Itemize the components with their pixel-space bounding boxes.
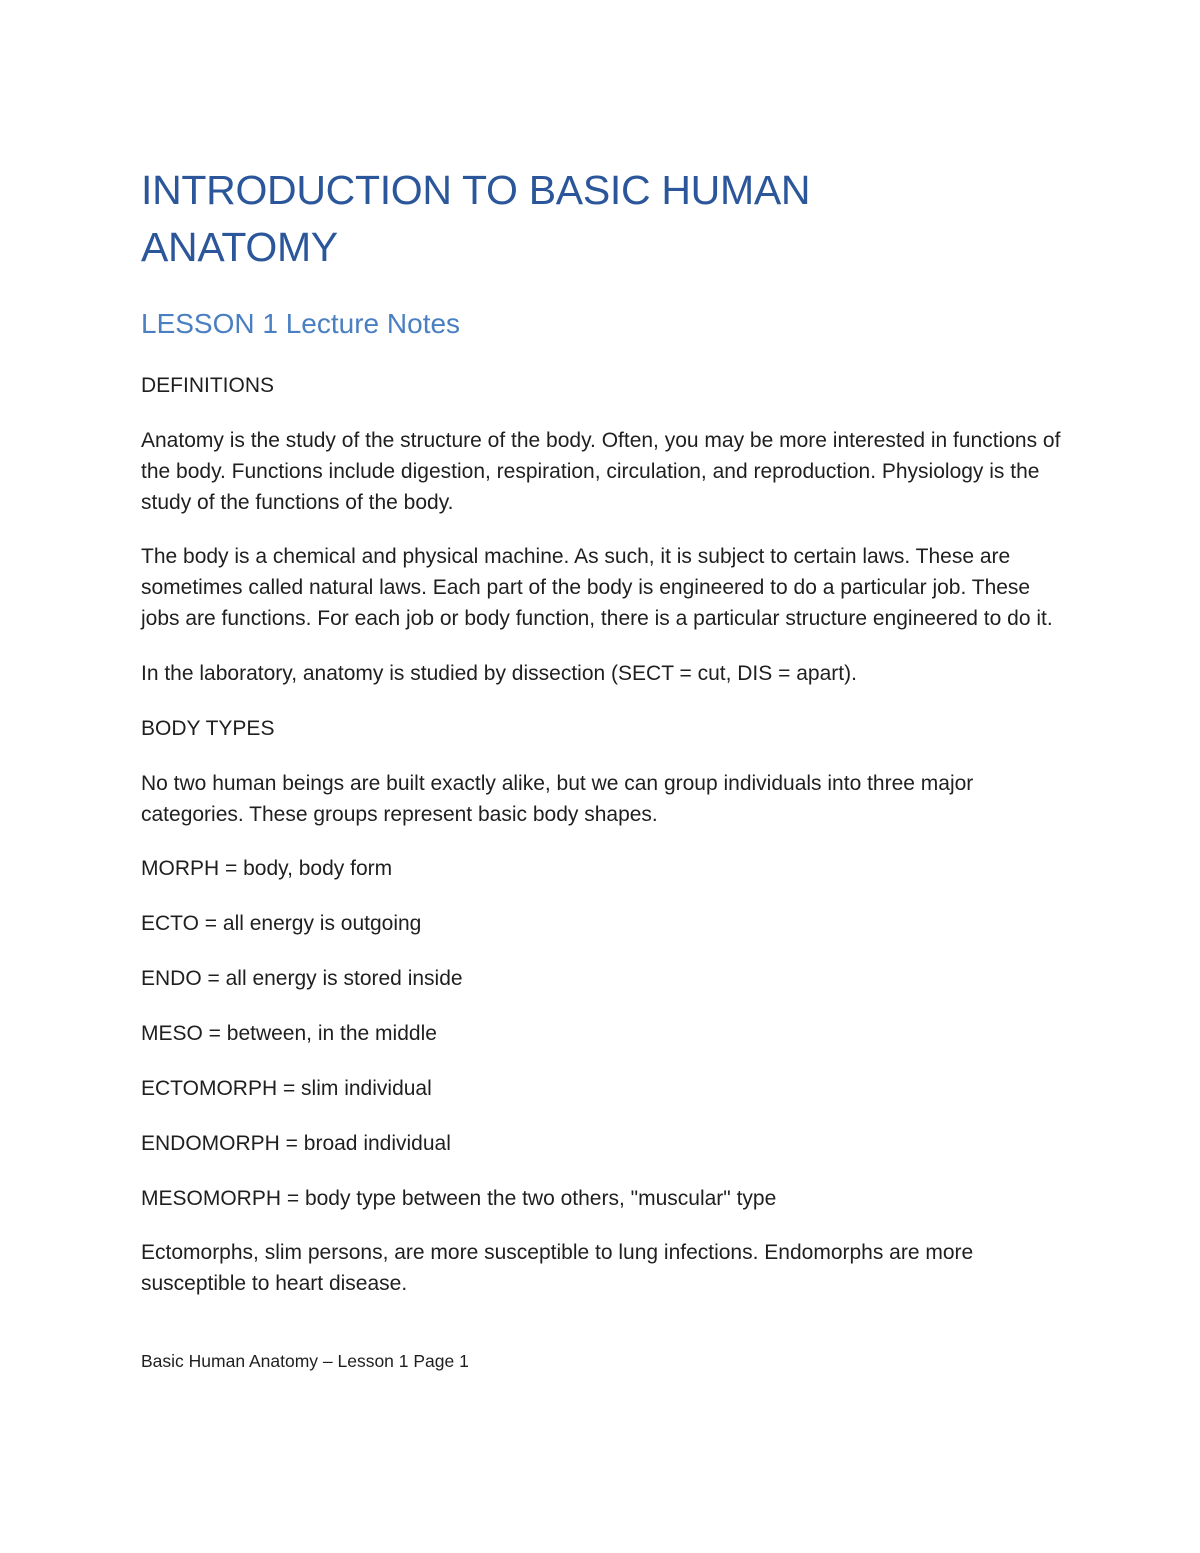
paragraph-machine: The body is a chemical and physical machine. As such, it is subject to certain laws. These are sometimes called natural laws. Each part of the body is engineered to do a particular job. These jobs are functions. For each job or body function, there is a particular structure engineered to do it. — [141, 545, 1053, 630]
definitions-heading: DEFINITIONS — [141, 374, 275, 397]
body-types-heading: BODY TYPES — [141, 717, 275, 740]
paragraph-anatomy: Anatomy is the study of the structure of the body. Often, you may be more interested in functions of the body. Functions include digestion, respiration, circulation, and reproduction. Physiology is the study of the functions of the body. — [141, 429, 1061, 514]
document-page — [141, 162, 1061, 1299]
lesson-subtitle: LESSON 1 Lecture Notes — [141, 308, 461, 339]
page-footer: Basic Human Anatomy – Lesson 1 Page 1 — [141, 1351, 469, 1371]
paragraph-laboratory: In the laboratory, anatomy is studied by dissection (SECT = cut, DIS = apart). — [141, 662, 857, 685]
term-endo: ENDO = all energy is stored inside — [141, 967, 463, 990]
term-meso: MESO = between, in the middle — [141, 1022, 437, 1045]
term-ectomorph: ECTOMORPH = slim individual — [141, 1077, 432, 1100]
term-mesomorph: MESOMORPH = body type between the two others, "muscular" type — [141, 1187, 777, 1210]
paragraph-susceptibility: Ectomorphs, slim persons, are more susceptible to lung infections. Endomorphs are more susceptible to heart disease. — [141, 1241, 974, 1295]
document-title: INTRODUCTION TO BASIC HUMAN ANATOMY — [141, 167, 811, 270]
term-morph: MORPH = body, body form — [141, 857, 393, 880]
term-ecto: ECTO = all energy is outgoing — [141, 912, 422, 935]
paragraph-body-types: No two human beings are built exactly alike, but we can group individuals into three major categories. These groups represent basic body shapes. — [141, 772, 974, 826]
term-endomorph: ENDOMORPH = broad individual — [141, 1132, 451, 1155]
